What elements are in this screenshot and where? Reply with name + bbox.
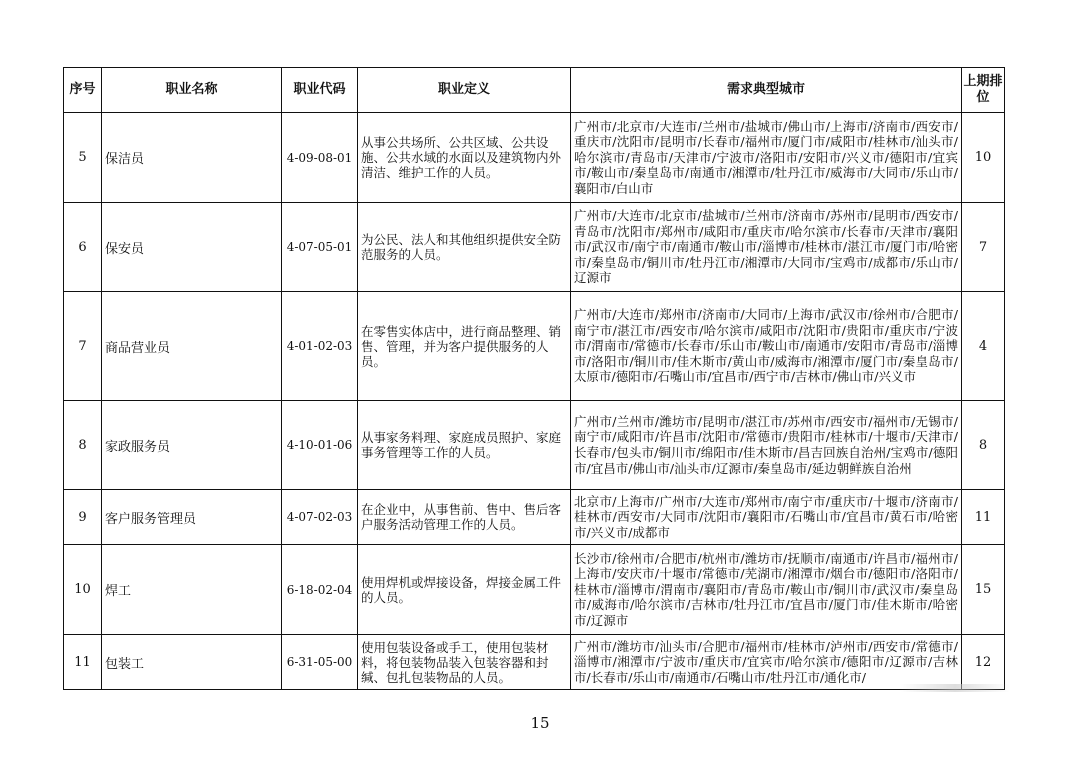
row-code: 6-31-05-00 <box>282 635 358 690</box>
row-name: 保安员 <box>102 203 282 292</box>
row-rank: 11 <box>962 490 1005 545</box>
occupation-table <box>63 67 1005 690</box>
row-rank: 8 <box>962 401 1005 490</box>
row-cities: 广州市/大连市/郑州市/济南市/大同市/上海市/武汉市/徐州市/合肥市/南宁市/湛江市/西安市/哈尔滨市/咸阳市/沈阳市/贵阳市/重庆市/宁波市/渭南市/常德市/长春市/乐山市/鞍山市/南通市/安阳市/青岛市/淄博市/洛阳市/铜川市/佳木斯市/黄山市/威海市/湘潭市/厦门市/秦皇岛市/太原市/德阳市/石嘴山市/宜昌市/西宁市/吉林市/佛山市/兴义市 <box>571 292 962 401</box>
header-name: 职业名称 <box>102 68 282 113</box>
row-no: 6 <box>64 203 102 292</box>
row-code: 4-07-02-03 <box>282 490 358 545</box>
table-row <box>64 292 1005 401</box>
row-no: 11 <box>64 635 102 690</box>
row-code: 4-07-05-01 <box>282 203 358 292</box>
row-cities: 广州市/大连市/北京市/盐城市/兰州市/济南市/苏州市/昆明市/西安市/青岛市/沈阳市/郑州市/咸阳市/重庆市/哈尔滨市/长春市/天津市/襄阳市/武汉市/南宁市/南通市/鞍山市/淄博市/桂林市/湛江市/厦门市/哈密市/秦皇岛市/铜川市/牡丹江市/湘潭市/大同市/宝鸡市/成都市/乐山市/辽源市 <box>571 203 962 292</box>
row-name: 家政服务员 <box>102 401 282 490</box>
table-row <box>64 113 1005 203</box>
row-rank: 4 <box>962 292 1005 401</box>
row-code: 4-09-08-01 <box>282 113 358 203</box>
row-no: 8 <box>64 401 102 490</box>
row-name: 客户服务管理员 <box>102 490 282 545</box>
row-cities: 北京市/上海市/广州市/大连市/郑州市/南宁市/重庆市/十堰市/济南市/桂林市/西安市/大同市/沈阳市/襄阳市/石嘴山市/宜昌市/黄石市/哈密市/兴义市/成都市 <box>571 490 962 545</box>
table-row <box>64 545 1005 635</box>
row-no: 5 <box>64 113 102 203</box>
row-name: 保洁员 <box>102 113 282 203</box>
row-definition: 从事家务料理、家庭成员照护、家庭事务管理等工作的人员。 <box>358 401 571 490</box>
row-definition: 从事公共场所、公共区域、公共设施、公共水域的水面以及建筑物内外清洁、维护工作的人员。 <box>358 113 571 203</box>
row-definition: 使用焊机或焊接设备，焊接金属工件的人员。 <box>358 545 571 635</box>
table-header-row <box>64 68 1005 113</box>
row-rank: 12 <box>962 635 1005 690</box>
row-no: 10 <box>64 545 102 635</box>
row-definition: 使用包装设备或手工，使用包装材料，将包装物品装入包装容器和封缄、包扎包装物品的人员。 <box>358 635 571 690</box>
header-definition: 职业定义 <box>358 68 571 113</box>
row-no: 7 <box>64 292 102 401</box>
row-code: 4-10-01-06 <box>282 401 358 490</box>
row-cities: 广州市/潍坊市/汕头市/合肥市/福州市/桂林市/泸州市/西安市/常德市/淄博市/湘潭市/宁波市/重庆市/宜宾市/哈尔滨市/德阳市/辽源市/吉林市/长春市/乐山市/南通市/石嘴山市/牡丹江市/通化市/ <box>571 635 962 690</box>
row-name: 包装工 <box>102 635 282 690</box>
row-code: 4-01-02-03 <box>282 292 358 401</box>
header-cities: 需求典型城市 <box>571 68 962 113</box>
row-definition: 在零售实体店中，进行商品整理、销售、管理，并为客户提供服务的人员。 <box>358 292 571 401</box>
header-no: 序号 <box>64 68 102 113</box>
row-no: 9 <box>64 490 102 545</box>
row-name: 商品营业员 <box>102 292 282 401</box>
header-rank: 上期排位 <box>962 68 1005 113</box>
row-definition: 为公民、法人和其他组织提供安全防范服务的人员。 <box>358 203 571 292</box>
row-rank: 15 <box>962 545 1005 635</box>
table-row <box>64 203 1005 292</box>
row-rank: 10 <box>962 113 1005 203</box>
faint-overlay-mark <box>900 684 1010 692</box>
table-row <box>64 490 1005 545</box>
row-cities: 广州市/北京市/大连市/兰州市/盐城市/佛山市/上海市/济南市/西安市/重庆市/沈阳市/昆明市/长春市/福州市/厦门市/咸阳市/桂林市/汕头市/哈尔滨市/青岛市/天津市/宁波市/洛阳市/安阳市/兴义市/德阳市/宜宾市/鞍山市/秦皇岛市/南通市/湘潭市/牡丹江市/威海市/大同市/乐山市/襄阳市/白山市 <box>571 113 962 203</box>
row-cities: 广州市/兰州市/潍坊市/昆明市/湛江市/苏州市/西安市/福州市/无锡市/南宁市/咸阳市/许昌市/沈阳市/常德市/贵阳市/桂林市/十堰市/天津市/长春市/包头市/铜川市/绵阳市/佳木斯市/昌吉回族自治州/宝鸡市/德阳市/宜昌市/佛山市/汕头市/辽源市/秦皇岛市/延边朝鲜族自治州 <box>571 401 962 490</box>
header-code: 职业代码 <box>282 68 358 113</box>
row-name: 焊工 <box>102 545 282 635</box>
row-definition: 在企业中，从事售前、售中、售后客户服务活动管理工作的人员。 <box>358 490 571 545</box>
row-code: 6-18-02-04 <box>282 545 358 635</box>
page-number: 15 <box>530 714 550 732</box>
row-cities: 长沙市/徐州市/合肥市/杭州市/潍坊市/抚顺市/南通市/许昌市/福州市/上海市/安庆市/十堰市/常德市/芜湖市/湘潭市/烟台市/德阳市/洛阳市/桂林市/淄博市/渭南市/襄阳市/青岛市/鞍山市/铜川市/武汉市/秦皇岛市/威海市/哈尔滨市/吉林市/牡丹江市/宜昌市/厦门市/佳木斯市/哈密市/辽源市 <box>571 545 962 635</box>
table-row <box>64 401 1005 490</box>
table-row <box>64 635 1005 690</box>
row-rank: 7 <box>962 203 1005 292</box>
